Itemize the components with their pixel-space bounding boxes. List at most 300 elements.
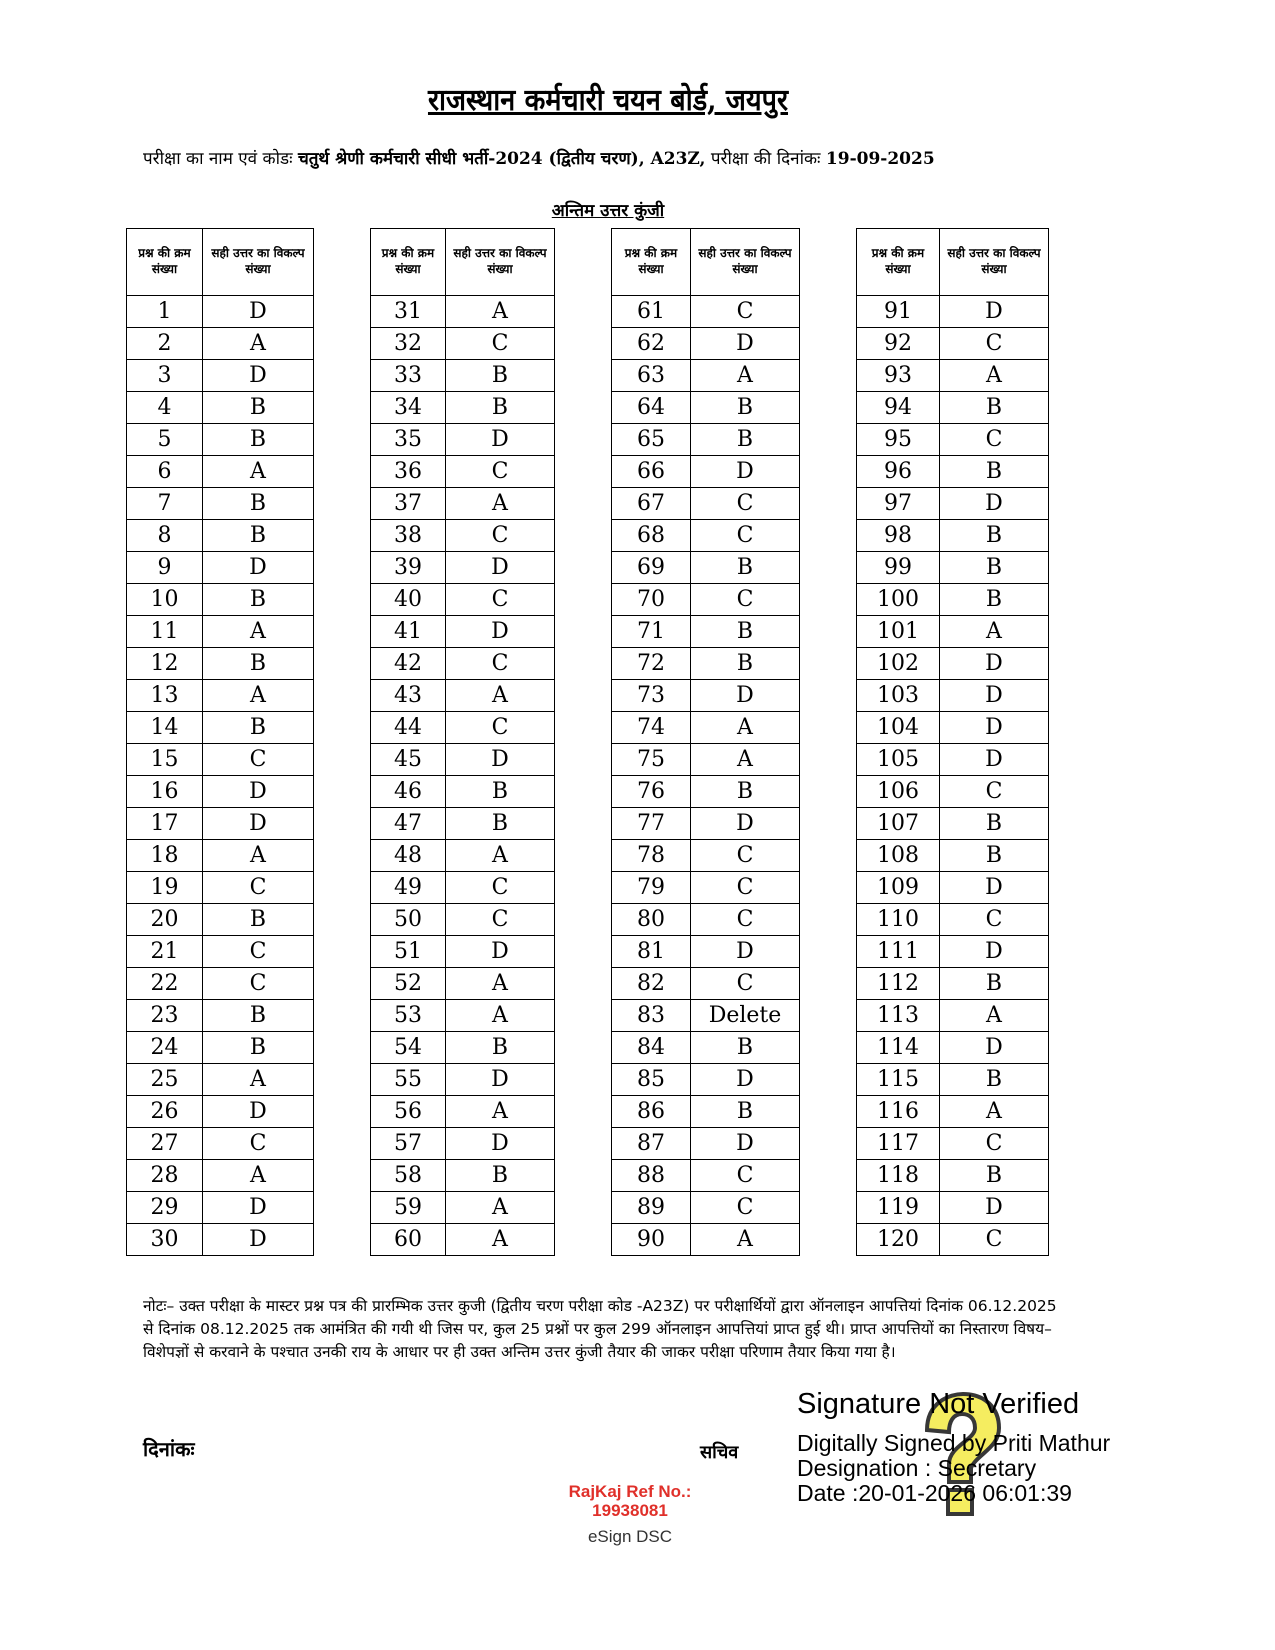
table-row: [612, 552, 800, 584]
table-row: [857, 296, 1049, 328]
correct-answer: D: [446, 552, 555, 584]
table-row: [371, 648, 555, 680]
question-number: 102: [857, 648, 940, 680]
table-row: [857, 776, 1049, 808]
table-row: [612, 1160, 800, 1192]
question-number: 97: [857, 488, 940, 520]
correct-answer: B: [203, 1000, 314, 1032]
correct-answer: D: [940, 744, 1049, 776]
question-number: 33: [371, 360, 446, 392]
question-number: 6: [127, 456, 203, 488]
correct-answer: D: [940, 712, 1049, 744]
question-number: 32: [371, 328, 446, 360]
correct-answer: C: [691, 1160, 800, 1192]
correct-answer: C: [203, 744, 314, 776]
table-row: [612, 872, 800, 904]
table-row: [857, 1032, 1049, 1064]
table-row: [612, 488, 800, 520]
table-row: [127, 680, 314, 712]
question-number: 46: [371, 776, 446, 808]
correct-answer: C: [691, 968, 800, 1000]
table-row: [371, 1096, 555, 1128]
table-row: [371, 1224, 555, 1256]
ref-label: RajKaj Ref No.:: [568, 1482, 692, 1501]
table-row: [127, 424, 314, 456]
table-row: [612, 744, 800, 776]
question-number: 13: [127, 680, 203, 712]
question-number: 55: [371, 1064, 446, 1096]
question-number: 116: [857, 1096, 940, 1128]
table-row: [127, 904, 314, 936]
header-question-number: प्रश्न की क्रम संख्या: [127, 229, 203, 296]
correct-answer: D: [203, 296, 314, 328]
table-row: [371, 936, 555, 968]
question-number: 67: [612, 488, 691, 520]
question-number: 10: [127, 584, 203, 616]
correct-answer: D: [203, 1096, 314, 1128]
header-row: [127, 229, 314, 296]
correct-answer: A: [446, 1096, 555, 1128]
question-number: 24: [127, 1032, 203, 1064]
correct-answer: B: [691, 424, 800, 456]
correct-answer: A: [691, 1224, 800, 1256]
correct-answer: A: [446, 968, 555, 1000]
table-row: [857, 744, 1049, 776]
table-row: [857, 1224, 1049, 1256]
table-row: [857, 488, 1049, 520]
question-number: 37: [371, 488, 446, 520]
table-row: [612, 776, 800, 808]
correct-answer: D: [446, 616, 555, 648]
correct-answer: A: [446, 296, 555, 328]
correct-answer: A: [446, 488, 555, 520]
question-number: 58: [371, 1160, 446, 1192]
correct-answer: D: [446, 936, 555, 968]
correct-answer: C: [203, 936, 314, 968]
question-number: 26: [127, 1096, 203, 1128]
table-row: [127, 1192, 314, 1224]
correct-answer: A: [203, 616, 314, 648]
esign-label: eSign DSC: [587, 1527, 673, 1546]
correct-answer: D: [446, 424, 555, 456]
question-number: 92: [857, 328, 940, 360]
correct-answer: A: [940, 1000, 1049, 1032]
correct-answer: D: [940, 1032, 1049, 1064]
table-row: [612, 616, 800, 648]
answer-key-table: [370, 228, 555, 1256]
correct-answer: B: [203, 584, 314, 616]
question-number: 99: [857, 552, 940, 584]
question-number: 91: [857, 296, 940, 328]
question-number: 4: [127, 392, 203, 424]
table-row: [612, 1224, 800, 1256]
question-number: 48: [371, 840, 446, 872]
table-row: [371, 360, 555, 392]
correct-answer: C: [691, 840, 800, 872]
question-number: 80: [612, 904, 691, 936]
correct-answer: B: [446, 776, 555, 808]
question-number: 66: [612, 456, 691, 488]
table-row: [857, 360, 1049, 392]
question-number: 52: [371, 968, 446, 1000]
question-number: 107: [857, 808, 940, 840]
correct-answer: B: [940, 520, 1049, 552]
correct-answer: A: [446, 680, 555, 712]
correct-answer: D: [940, 296, 1049, 328]
table-row: [857, 1128, 1049, 1160]
correct-answer: B: [203, 392, 314, 424]
question-number: 89: [612, 1192, 691, 1224]
correct-answer: B: [691, 616, 800, 648]
correct-answer: D: [446, 1128, 555, 1160]
correct-answer: D: [940, 872, 1049, 904]
question-number: 50: [371, 904, 446, 936]
question-number: 53: [371, 1000, 446, 1032]
final-answer-key-title: अन्तिम उत्तर कुंजी: [551, 201, 665, 221]
table-row: [371, 392, 555, 424]
table-row: [127, 648, 314, 680]
exam-name: चतुर्थ श्रेणी कर्मचारी सीधी भर्ती-2024 (द्वितीय चरण), A23Z,: [297, 149, 706, 169]
correct-answer: B: [940, 1160, 1049, 1192]
correct-answer: A: [203, 680, 314, 712]
ref-number: 19938081: [592, 1501, 668, 1520]
question-number: 73: [612, 680, 691, 712]
question-number: 101: [857, 616, 940, 648]
table-row: [371, 1032, 555, 1064]
table-row: [857, 1000, 1049, 1032]
correct-answer: B: [446, 392, 555, 424]
question-number: 71: [612, 616, 691, 648]
question-number: 63: [612, 360, 691, 392]
table-row: [371, 1192, 555, 1224]
table-row: [857, 1096, 1049, 1128]
correct-answer: C: [691, 520, 800, 552]
question-number: 29: [127, 1192, 203, 1224]
question-number: 20: [127, 904, 203, 936]
table-row: [371, 1064, 555, 1096]
table-row: [612, 1032, 800, 1064]
correct-answer: A: [203, 328, 314, 360]
table-row: [857, 840, 1049, 872]
table-row: [612, 840, 800, 872]
correct-answer: D: [691, 328, 800, 360]
table-row: [371, 1000, 555, 1032]
table-row: [371, 1160, 555, 1192]
table-row: [612, 1192, 800, 1224]
correct-answer: B: [691, 776, 800, 808]
question-number: 100: [857, 584, 940, 616]
question-number: 23: [127, 1000, 203, 1032]
table-row: [127, 1160, 314, 1192]
question-number: 40: [371, 584, 446, 616]
header-correct-option: सही उत्तर का विकल्प संख्या: [940, 229, 1049, 296]
correct-answer: C: [446, 456, 555, 488]
correct-answer: C: [446, 904, 555, 936]
question-number: 44: [371, 712, 446, 744]
table-row: [857, 808, 1049, 840]
correct-answer: B: [691, 1032, 800, 1064]
header-correct-option: सही उत्तर का विकल्प संख्या: [446, 229, 555, 296]
question-number: 74: [612, 712, 691, 744]
table-row: [612, 808, 800, 840]
correct-answer: C: [446, 584, 555, 616]
table-row: [612, 904, 800, 936]
header-correct-option: सही उत्तर का विकल्प संख्या: [203, 229, 314, 296]
designation: Designation : Secretary: [797, 1455, 1037, 1481]
table-row: [371, 1128, 555, 1160]
table-row: [127, 712, 314, 744]
table-row: [612, 520, 800, 552]
table-row: [127, 456, 314, 488]
question-number: 69: [612, 552, 691, 584]
question-number: 56: [371, 1096, 446, 1128]
correct-answer: C: [940, 1128, 1049, 1160]
question-number: 2: [127, 328, 203, 360]
table-row: [371, 328, 555, 360]
header-row: [612, 229, 800, 296]
correct-answer: C: [940, 904, 1049, 936]
question-number: 15: [127, 744, 203, 776]
signature-date: Date :20-01-2026 06:01:39: [797, 1480, 1072, 1506]
correct-answer: A: [446, 1000, 555, 1032]
correct-answer: D: [940, 488, 1049, 520]
question-number: 43: [371, 680, 446, 712]
correct-answer: Delete: [691, 1000, 800, 1032]
table-row: [127, 968, 314, 1000]
question-number: 75: [612, 744, 691, 776]
correct-answer: B: [940, 808, 1049, 840]
table-row: [857, 936, 1049, 968]
question-number: 88: [612, 1160, 691, 1192]
table-row: [857, 904, 1049, 936]
question-number: 90: [612, 1224, 691, 1256]
table-row: [127, 296, 314, 328]
question-number: 84: [612, 1032, 691, 1064]
correct-answer: B: [691, 1096, 800, 1128]
table-row: [127, 744, 314, 776]
correct-answer: C: [446, 712, 555, 744]
question-number: 5: [127, 424, 203, 456]
correct-answer: C: [446, 328, 555, 360]
correct-answer: B: [446, 1032, 555, 1064]
question-number: 42: [371, 648, 446, 680]
note-text: नोटः– उक्त परीक्षा के मास्टर प्रश्न पत्र की प्रारम्भिक उत्तर कुजी (द्वितीय चरण परीक्षा कोड -A23Z) पर परीक्षार्थियों द्वारा ऑनलाइन आपत्तियां दिनांक 06.12.2025 से दिनांक 08.12.2025 तक आमंत्रित की गयी थी जिस पर, कुल 25 प्रश्नों पर कुल 299 ऑनलाइन आपत्तियां प्राप्त हुई थी। प्राप्त आपत्तियों का निस्तारण विषय–विशेपज्ञों से करवाने के पश्चात उनकी राय के आधार पर ही उक्त अन्तिम उत्तर कुंजी तैयार की जाकर परीक्षा परिणाम तैयार किया गया है।: [143, 1297, 1057, 1361]
table-row: [127, 360, 314, 392]
correct-answer: A: [203, 840, 314, 872]
signed-by: Digitally Signed by Priti Mathur: [797, 1430, 1111, 1456]
question-number: 12: [127, 648, 203, 680]
table-row: [127, 1000, 314, 1032]
question-number: 85: [612, 1064, 691, 1096]
table-row: [371, 712, 555, 744]
table-row: [371, 520, 555, 552]
correct-answer: B: [203, 488, 314, 520]
table-row: [857, 456, 1049, 488]
question-number: 109: [857, 872, 940, 904]
header-row: [371, 229, 555, 296]
table-row: [127, 1064, 314, 1096]
table-row: [127, 936, 314, 968]
table-row: [371, 744, 555, 776]
board-title: राजस्थान कर्मचारी चयन बोर्ड, जयपुर: [427, 83, 789, 118]
date-label: दिनांकः: [143, 1437, 195, 1461]
question-number: 64: [612, 392, 691, 424]
table-row: [127, 808, 314, 840]
correct-answer: A: [446, 1192, 555, 1224]
signature-status: Signature Not Verified: [797, 1388, 1080, 1420]
correct-answer: D: [691, 936, 800, 968]
table-row: [371, 680, 555, 712]
correct-answer: B: [940, 840, 1049, 872]
correct-answer: B: [203, 1032, 314, 1064]
correct-answer: B: [446, 360, 555, 392]
question-number: 41: [371, 616, 446, 648]
question-number: 8: [127, 520, 203, 552]
question-number: 82: [612, 968, 691, 1000]
question-number: 93: [857, 360, 940, 392]
question-number: 38: [371, 520, 446, 552]
table-row: [127, 872, 314, 904]
table-row: [612, 1128, 800, 1160]
correct-answer: D: [691, 680, 800, 712]
correct-answer: A: [446, 840, 555, 872]
exam-label: परीक्षा का नाम एवं कोडः: [143, 149, 293, 169]
table-row: [371, 584, 555, 616]
table-row: [857, 1064, 1049, 1096]
question-number: 94: [857, 392, 940, 424]
answer-key-table: [126, 228, 314, 1256]
question-number: 68: [612, 520, 691, 552]
correct-answer: D: [446, 744, 555, 776]
table-row: [127, 776, 314, 808]
rajkaj-ref: [540, 1482, 720, 1520]
correct-answer: B: [203, 712, 314, 744]
question-number: 59: [371, 1192, 446, 1224]
correct-answer: D: [203, 776, 314, 808]
question-number: 112: [857, 968, 940, 1000]
table-row: [127, 1128, 314, 1160]
answer-key-table: [856, 228, 1049, 1256]
correct-answer: B: [940, 584, 1049, 616]
correct-answer: D: [446, 1064, 555, 1096]
question-number: 21: [127, 936, 203, 968]
exam-date-label: परीक्षा की दिनांकः: [710, 149, 821, 169]
question-number: 45: [371, 744, 446, 776]
correct-answer: A: [203, 1160, 314, 1192]
question-number: 9: [127, 552, 203, 584]
question-number: 65: [612, 424, 691, 456]
question-number: 60: [371, 1224, 446, 1256]
table-row: [612, 296, 800, 328]
question-number: 57: [371, 1128, 446, 1160]
correct-answer: C: [446, 872, 555, 904]
secretary-label: सचिव: [700, 1442, 739, 1463]
correct-answer: D: [691, 1128, 800, 1160]
correct-answer: D: [940, 680, 1049, 712]
question-number: 108: [857, 840, 940, 872]
question-number: 54: [371, 1032, 446, 1064]
question-number: 87: [612, 1128, 691, 1160]
question-number: 61: [612, 296, 691, 328]
header-correct-option: सही उत्तर का विकल्प संख्या: [691, 229, 800, 296]
table-row: [612, 1096, 800, 1128]
table-row: [371, 808, 555, 840]
table-row: [371, 488, 555, 520]
correct-answer: D: [691, 808, 800, 840]
correct-answer: C: [203, 872, 314, 904]
exam-date: 19-09-2025: [825, 149, 935, 169]
table-row: [127, 552, 314, 584]
table-row: [127, 616, 314, 648]
table-row: [371, 616, 555, 648]
table-row: [857, 1192, 1049, 1224]
correct-answer: A: [691, 744, 800, 776]
correct-answer: A: [203, 1064, 314, 1096]
table-row: [857, 616, 1049, 648]
question-number: 72: [612, 648, 691, 680]
correct-answer: B: [691, 552, 800, 584]
table-row: [612, 1000, 800, 1032]
question-number: 115: [857, 1064, 940, 1096]
question-number: 81: [612, 936, 691, 968]
table-row: [371, 424, 555, 456]
table-row: [612, 648, 800, 680]
table-row: [857, 968, 1049, 1000]
table-row: [857, 1160, 1049, 1192]
correct-answer: B: [446, 808, 555, 840]
table-row: [857, 424, 1049, 456]
question-number: 79: [612, 872, 691, 904]
question-number: 30: [127, 1224, 203, 1256]
question-number: 35: [371, 424, 446, 456]
correct-answer: C: [691, 584, 800, 616]
table-row: [857, 328, 1049, 360]
question-number: 78: [612, 840, 691, 872]
correct-answer: B: [203, 648, 314, 680]
question-number: 118: [857, 1160, 940, 1192]
table-row: [371, 840, 555, 872]
correct-answer: D: [691, 456, 800, 488]
question-number: 22: [127, 968, 203, 1000]
correct-answer: B: [940, 552, 1049, 584]
table-row: [857, 712, 1049, 744]
correct-answer: C: [940, 1224, 1049, 1256]
table-row: [371, 872, 555, 904]
header-question-number: प्रश्न की क्रम संख्या: [371, 229, 446, 296]
correct-answer: C: [446, 520, 555, 552]
correct-answer: C: [691, 488, 800, 520]
table-row: [127, 584, 314, 616]
table-row: [127, 520, 314, 552]
question-number: 114: [857, 1032, 940, 1064]
table-row: [371, 296, 555, 328]
table-row: [857, 680, 1049, 712]
question-number: 103: [857, 680, 940, 712]
correct-answer: C: [691, 872, 800, 904]
table-row: [857, 520, 1049, 552]
correct-answer: B: [940, 456, 1049, 488]
question-number: 27: [127, 1128, 203, 1160]
correct-answer: A: [940, 1096, 1049, 1128]
correct-answer: D: [940, 1192, 1049, 1224]
table-row: [371, 776, 555, 808]
exam-info: [143, 146, 1093, 169]
table-row: [857, 552, 1049, 584]
question-number: 18: [127, 840, 203, 872]
table-row: [612, 968, 800, 1000]
correct-answer: A: [203, 456, 314, 488]
question-number: 98: [857, 520, 940, 552]
